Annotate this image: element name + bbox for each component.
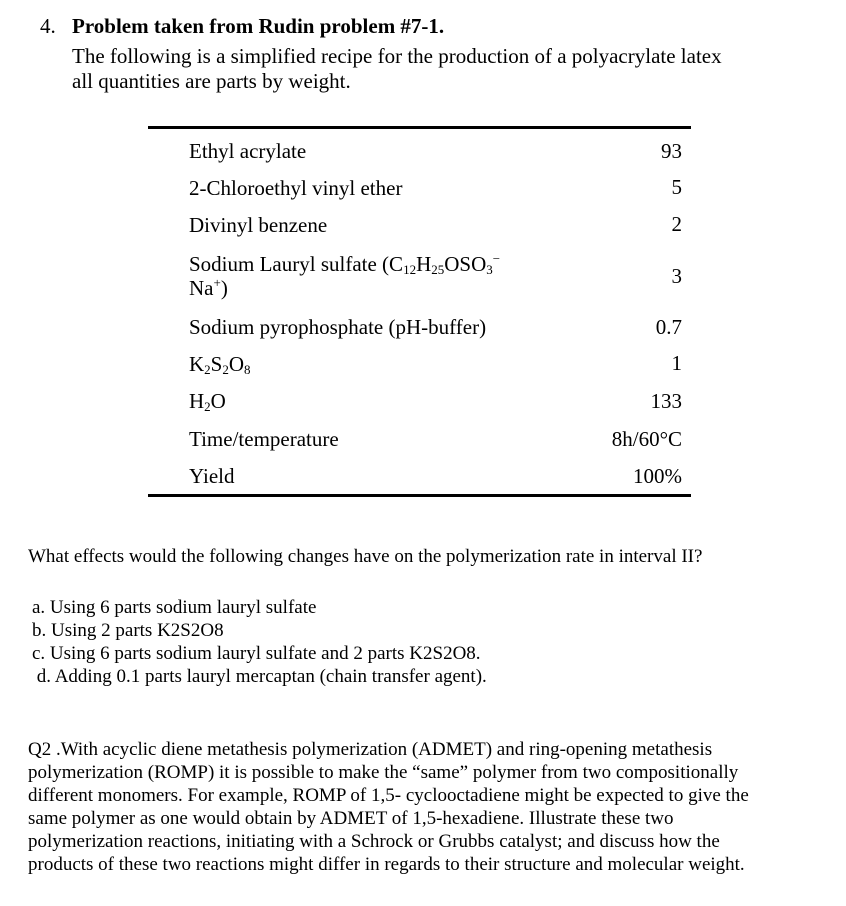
problem-number: 4. [40, 14, 56, 38]
problem-title: Problem taken from Rudin problem #7-1. [72, 14, 445, 38]
row-value: 1 [671, 351, 682, 375]
row-value: 8h/60°C [611, 426, 682, 451]
row-label: 2-Chloroethyl vinyl ether [189, 175, 403, 200]
recipe-table [148, 126, 691, 497]
q2-line: polymerization reactions, initiating with a Schrock or Grubbs catalyst; and discuss how the [28, 831, 720, 852]
q2-line: Q2 .With acyclic diene metathesis polymerization (ADMET) and ring-opening metathesis [28, 739, 713, 760]
table-row [148, 169, 691, 206]
row-label-h2o: $H_2O$ [189, 389, 226, 414]
row-label: Ethyl acrylate [189, 139, 307, 163]
table-row [148, 129, 691, 169]
intro-line-2: all quantities are parts by weight. [72, 69, 351, 93]
row-value: 133 [650, 388, 682, 413]
q2-line: products of these two reactions might differ in regards to their structure and molecular weight. [28, 854, 745, 875]
q2-line: same polymer as one would obtain by ADMET of 1,5-hexadiene. Illustrate these two [28, 808, 674, 829]
row-value: 93 [661, 138, 682, 163]
option-d: d. Adding 0.1 parts lauryl mercaptan (chain transfer agent). [32, 666, 487, 687]
row-value: 5 [671, 175, 682, 199]
table-row [148, 458, 691, 494]
table-row [148, 345, 691, 382]
option-b: b. Using 2 parts K2S2O8 [32, 620, 224, 641]
table-row [148, 243, 691, 309]
row-label: Sodium pyrophosphate (pH-buffer) [189, 315, 487, 339]
table-row [148, 206, 691, 243]
row-label-k2s2o8: $K_2S_2O_8$ [189, 351, 251, 377]
row-label-sodium-lauryl-sulfate: Sodium Lauryl sulfate ($C_{12}H_{25}OSO_3^-$ Na+) [189, 251, 501, 300]
option-c: c. Using 6 parts sodium lauryl sulfate and 2 parts K2S2O8. [32, 643, 481, 664]
table-row [148, 309, 691, 345]
options-list [32, 596, 487, 688]
table-bottom-rule [148, 494, 691, 497]
row-value: 2 [671, 212, 682, 236]
question-2 [28, 738, 828, 876]
row-value: 0.7 [655, 314, 682, 339]
table-row [148, 420, 691, 458]
row-value: 100% [633, 463, 682, 488]
row-label: Time/temperature [189, 427, 339, 451]
problem-heading [40, 14, 444, 38]
row-label: Divinyl benzene [189, 212, 328, 237]
problem-intro [72, 44, 832, 94]
intro-line-1: The following is a simplified recipe for the production of a polyacrylate latex [72, 44, 722, 68]
option-a: a. Using 6 parts sodium lauryl sulfate [32, 597, 317, 618]
row-label: Yield [189, 464, 235, 488]
question-text: What effects would the following changes have on the polymerization rate in interval II? [28, 546, 703, 567]
table-row [148, 382, 691, 420]
q2-line: polymerization (ROMP) it is possible to make the “same” polymer from two compositionally [28, 762, 739, 783]
q2-line: different monomers. For example, ROMP of 1,5- cyclooctadiene might be expected to give the [28, 785, 749, 806]
row-value: 3 [671, 263, 682, 288]
